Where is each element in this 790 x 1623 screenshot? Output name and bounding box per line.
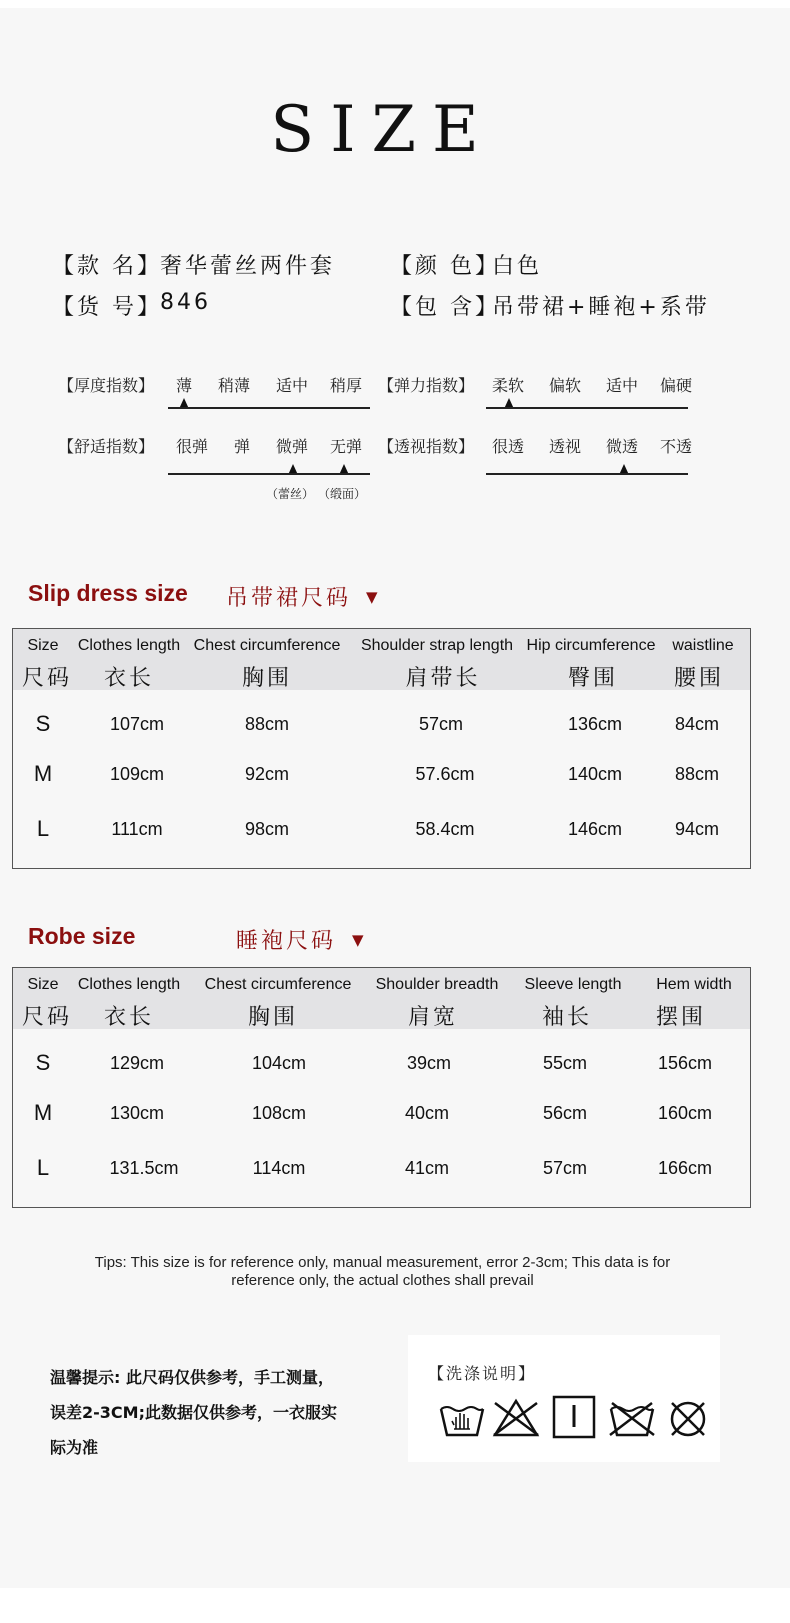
robe-header-cn: 衣长	[103, 1005, 154, 1030]
comfort-option: 微弹	[275, 437, 308, 456]
robe-cell: 39cm	[406, 1053, 451, 1073]
hand-wash-icon	[438, 1395, 486, 1439]
transparency-scale-line	[486, 473, 688, 475]
slip-cell: 88cm	[674, 764, 719, 784]
slip-cell: 146cm	[567, 819, 623, 839]
robe-cell: 114cm	[252, 1158, 306, 1178]
robe-header-en: Clothes length	[77, 976, 181, 993]
tips-text	[60, 1254, 705, 1290]
robe-header-cn: 尺码	[21, 1005, 72, 1030]
page-title: SIZE	[270, 93, 495, 167]
elasticity-index-label: 【弹力指数】	[378, 376, 475, 395]
reminder-text	[50, 1360, 380, 1465]
robe-section-arrow-icon: ▼	[352, 931, 364, 949]
elasticity-option: 适中	[605, 376, 638, 395]
robe-cell: 166cm	[657, 1158, 713, 1178]
robe-cell: 156cm	[657, 1053, 713, 1073]
slip-section-title-cn: 吊带裙尺码	[226, 586, 352, 611]
robe-header-en: Hem width	[656, 976, 732, 993]
robe-header-cn: 摆围	[655, 1005, 706, 1030]
robe-header-cn: 袖长	[541, 1005, 592, 1030]
robe-cell: 41cm	[404, 1158, 449, 1178]
robe-cell: 131.5cm	[109, 1158, 179, 1178]
robe-cell: 55cm	[542, 1053, 587, 1073]
slip-cell: 57.6cm	[415, 764, 475, 784]
comfort-option: 弹	[233, 437, 250, 456]
slip-cell: 57cm	[418, 714, 463, 734]
slip-section-arrow-icon: ▼	[366, 588, 378, 606]
slip-header-cn: 胸围	[241, 666, 292, 691]
reminder-line: 际为准	[50, 1438, 99, 1457]
slip-header-en: Chest circumference	[193, 637, 341, 654]
robe-header-en: Chest circumference	[204, 976, 352, 993]
robe-cell: 108cm	[251, 1103, 307, 1123]
slip-cell-size: S	[35, 711, 51, 736]
slip-cell: 58.4cm	[415, 819, 475, 839]
robe-cell: 160cm	[657, 1103, 713, 1123]
product-includes-label: 【包 含】	[390, 295, 500, 320]
comfort-index-label: 【舒适指数】	[58, 437, 155, 456]
slip-header-cn: 肩带长	[405, 666, 481, 691]
tips-line: Tips: This size is for reference only, manual measurement, error 2-3cm; This data is for	[94, 1254, 671, 1271]
do-not-bleach-icon	[492, 1395, 540, 1439]
robe-header-en: Sleeve length	[524, 976, 622, 993]
robe-cell: 104cm	[251, 1053, 307, 1073]
slip-header-en: waistline	[672, 637, 734, 654]
robe-section-title-en: Robe size	[28, 923, 136, 949]
transparency-index-label: 【透视指数】	[378, 437, 475, 456]
line-dry-icon	[550, 1395, 598, 1439]
robe-header-cn: 胸围	[247, 1005, 298, 1030]
transparency-option: 很透	[491, 437, 524, 456]
slip-header-cn: 尺码	[21, 666, 72, 691]
slip-cell: 88cm	[244, 714, 289, 734]
elasticity-option: 柔软	[491, 376, 524, 395]
thickness-scale-line	[168, 407, 370, 409]
product-sku-value: 846	[160, 290, 211, 315]
comfort-option: 无弹	[329, 437, 362, 456]
slip-cell-size: M	[33, 761, 53, 786]
product-sku-label: 【货 号】	[52, 295, 162, 320]
product-color-value: 白色	[492, 254, 543, 279]
robe-section-title-cn: 睡袍尺码	[236, 929, 337, 954]
slip-cell: 92cm	[244, 764, 289, 784]
transparency-option: 不透	[659, 437, 692, 456]
tips-line: reference only, the actual clothes shall prevail	[231, 1272, 534, 1289]
robe-cell: 130cm	[109, 1103, 165, 1123]
slip-header-cn: 腰围	[673, 666, 724, 691]
slip-header-en: Size	[27, 637, 59, 654]
comfort-note-lace: （蕾丝）	[266, 487, 315, 501]
do-not-tumble-dry-icon	[608, 1395, 656, 1439]
robe-cell: 129cm	[109, 1053, 165, 1073]
transparency-option: 微透	[605, 437, 638, 456]
slip-header-en: Shoulder strap length	[360, 637, 514, 654]
elasticity-option: 偏硬	[659, 376, 692, 395]
reminder-line: 误差2-3CM;此数据仅供参考，一衣服实	[50, 1403, 337, 1422]
robe-cell-size: M	[33, 1100, 53, 1125]
thickness-option: 稍薄	[217, 376, 250, 395]
comfort-option: 很弹	[175, 437, 208, 456]
thickness-option: 适中	[275, 376, 308, 395]
robe-header-en: Shoulder breadth	[375, 976, 499, 993]
product-name-value: 奢华蕾丝两件套	[160, 254, 336, 279]
robe-header-en: Size	[27, 976, 59, 993]
slip-header-en: Clothes length	[77, 637, 181, 654]
slip-cell: 140cm	[567, 764, 623, 784]
slip-cell: 109cm	[109, 764, 165, 784]
robe-cell-size: L	[36, 1155, 50, 1180]
washing-instructions-panel	[408, 1335, 720, 1462]
slip-cell-size: L	[36, 816, 50, 841]
slip-header-cn: 臀围	[567, 666, 618, 691]
robe-size-table	[12, 967, 751, 1208]
robe-cell-size: S	[35, 1050, 51, 1075]
slip-cell: 98cm	[244, 819, 289, 839]
comfort-note-satin: （缎面）	[318, 487, 367, 501]
thickness-option: 薄	[175, 376, 192, 395]
elasticity-option: 偏软	[548, 376, 581, 395]
comfort-scale-line	[168, 473, 370, 475]
slip-cell: 94cm	[674, 819, 719, 839]
product-includes-value: 吊带裙+睡袍+系带	[492, 295, 710, 320]
robe-cell: 40cm	[404, 1103, 449, 1123]
slip-section-title-en: Slip dress size	[28, 580, 188, 606]
slip-cell: 136cm	[567, 714, 623, 734]
robe-header-cn: 肩宽	[407, 1005, 458, 1030]
elasticity-scale-line	[486, 407, 688, 409]
product-color-label: 【颜 色】	[390, 254, 500, 279]
slip-cell: 84cm	[674, 714, 719, 734]
do-not-dry-clean-icon	[664, 1395, 712, 1439]
slip-header-en: Hip circumference	[526, 637, 656, 654]
thickness-option: 稍厚	[329, 376, 362, 395]
robe-cell: 57cm	[542, 1158, 587, 1178]
product-name-label: 【款 名】	[52, 254, 162, 279]
robe-cell: 56cm	[542, 1103, 587, 1123]
washing-title: 【洗涤说明】	[428, 1364, 537, 1383]
slip-cell: 107cm	[109, 714, 165, 734]
slip-size-table	[12, 628, 751, 869]
reminder-line: 温馨提示: 此尺码仅供参考，手工测量，	[50, 1368, 334, 1387]
slip-header-cn: 衣长	[103, 666, 154, 691]
thickness-index-label: 【厚度指数】	[58, 376, 155, 395]
transparency-option: 透视	[548, 437, 581, 456]
size-chart-page	[0, 8, 790, 1588]
slip-cell: 111cm	[111, 819, 163, 839]
